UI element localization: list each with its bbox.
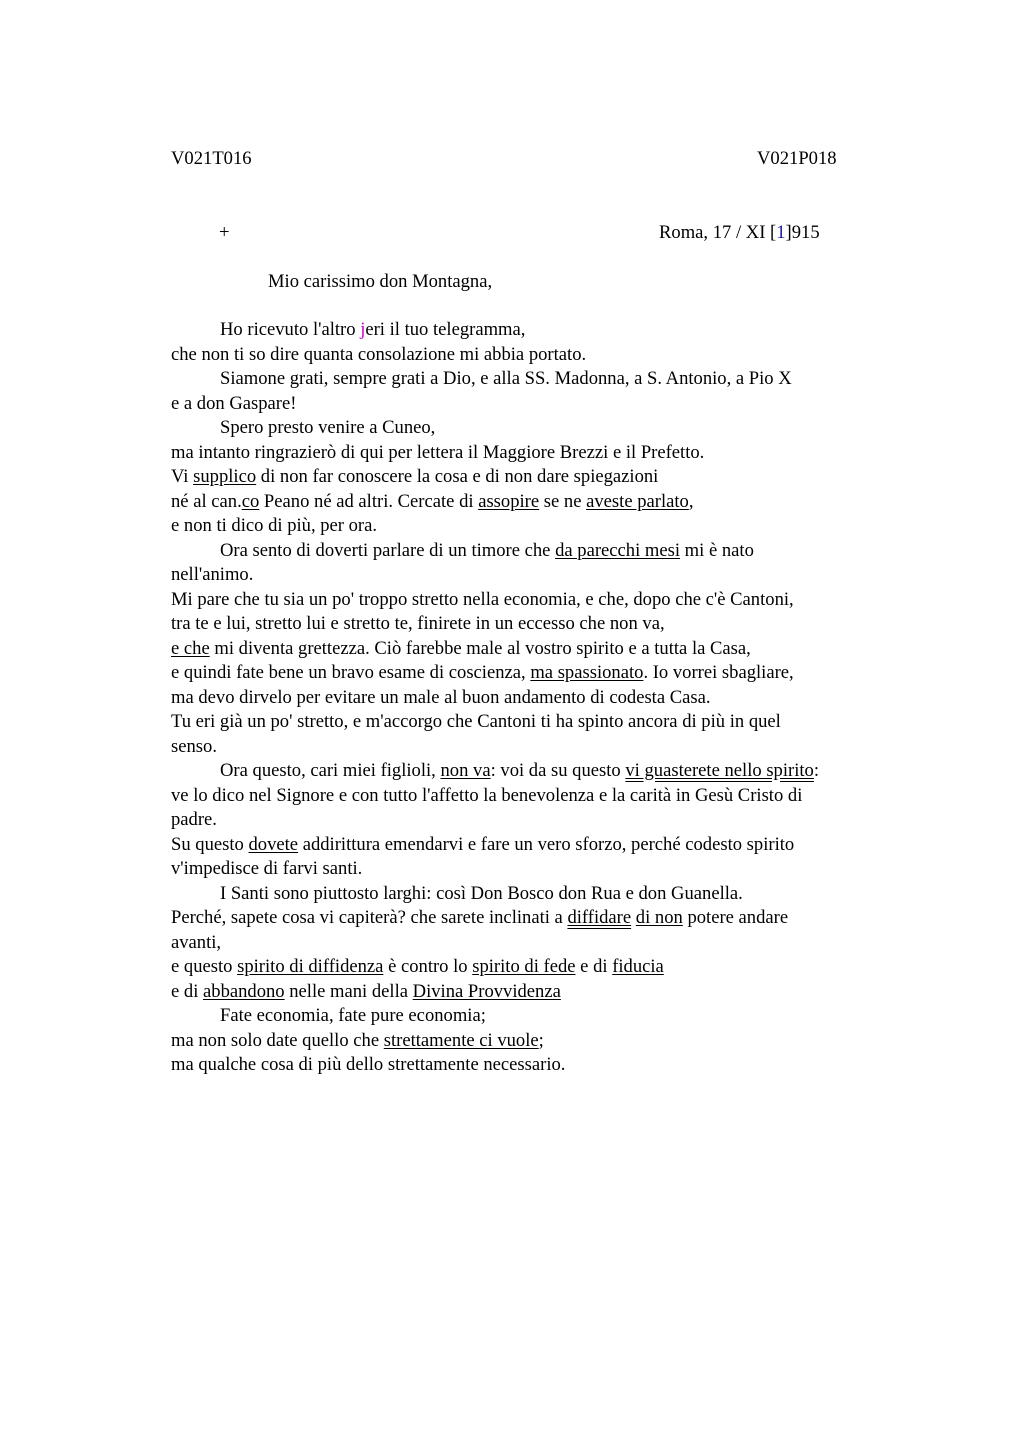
header-left-code: V021T016	[171, 148, 252, 169]
body-line: senso.	[171, 735, 217, 757]
body-line: I Santi sono piuttosto larghi: così Don Bosco don Rua e don Guanella.	[220, 882, 743, 904]
body-line: nell'animo.	[171, 564, 254, 585]
underlined-text: fiducia	[612, 956, 664, 977]
text-run: e di	[171, 980, 204, 1002]
text-run: . Io vorrei sbagliare,	[643, 662, 794, 683]
body-line: tra te e lui, stretto lui e stretto te, finirete in un eccesso che non va,	[171, 613, 665, 634]
text-run: di non far conoscere la cosa e di non dare spiegazioni	[256, 466, 659, 487]
body-line: Spero presto venire a Cuneo,	[220, 417, 436, 438]
body-line	[171, 833, 891, 858]
text-run: mi è nato	[680, 539, 754, 561]
date-prefix: Roma, 17 / XI [	[659, 222, 777, 243]
underlined-text: strettamente ci vuole	[383, 1029, 539, 1051]
date-suffix: ]915	[785, 222, 820, 243]
body-line: v'impedisce di farvi santi.	[171, 858, 363, 879]
body-line	[171, 980, 891, 1005]
header-right-code: V021P018	[757, 148, 837, 169]
body-line: che non ti so dire quanta consolazione mi abbia portato.	[171, 343, 587, 365]
underlined-text: da parecchi mesi	[555, 539, 681, 561]
underlined-text: assopire	[478, 490, 540, 512]
body-line: Siamone grati, sempre grati a Dio, e alla SS. Madonna, a S. Antonio, a Pio X	[220, 368, 792, 389]
emended-letter: j	[360, 319, 366, 340]
text-run: né al can.	[171, 490, 242, 512]
text-run: è contro lo	[383, 956, 473, 977]
underlined-text: aveste parlato	[586, 490, 689, 512]
body-line: avanti,	[171, 931, 222, 953]
body-line: ma devo dirvelo per evitare un male al buon andamento di codesta Casa.	[171, 686, 711, 708]
body-line	[171, 661, 891, 686]
date-emended-digit: 1	[776, 222, 786, 243]
body-line	[171, 539, 891, 564]
text-run: e quindi fate bene un bravo esame di coscienza,	[171, 662, 531, 683]
text-run: e questo	[171, 956, 238, 977]
text-run: addirittura emendarvi e fare un vero sforzo, perché codesto spirito	[298, 833, 795, 855]
body-line: ve lo dico nel Signore e con tutto l'affetto la benevolenza e la carità in Gesù Cristo di	[171, 784, 803, 806]
body-line: Tu eri già un po' stretto, e m'accorgo che Cantoni ti ha spinto ancora di più in quel	[171, 711, 781, 732]
body-line	[171, 759, 891, 784]
underlined-text: dovete	[248, 833, 299, 855]
body-line	[171, 490, 891, 515]
underlined-text: Divina Provvidenza	[412, 980, 561, 1002]
text-run: se ne	[539, 490, 587, 512]
body-line: e non ti dico di più, per ora.	[171, 515, 378, 536]
text-run: potere andare	[682, 907, 789, 928]
text-run: Peano né ad altri. Cercate di	[259, 490, 479, 512]
underlined-text: abbandono	[203, 980, 285, 1002]
double-underlined-text: diffidare	[567, 907, 632, 928]
text-run: nelle mani della	[284, 980, 413, 1002]
underlined-text: supplico	[193, 466, 257, 487]
body-line	[171, 465, 891, 490]
cross-mark: +	[219, 222, 230, 243]
underlined-text: spirito di diffidenza	[237, 956, 384, 977]
text-run: Perché, sapete cosa vi capiterà? che sarete inclinati a	[171, 907, 568, 928]
underlined-text: e che	[171, 637, 210, 659]
body-line	[171, 318, 891, 343]
text-run: Su questo	[171, 833, 249, 855]
body-line: e a don Gaspare!	[171, 392, 297, 414]
letter-date	[659, 224, 820, 243]
underlined-text: non va	[440, 760, 491, 781]
body-line: padre.	[171, 809, 217, 830]
double-underlined-text: vi guasterete nello spirito	[625, 760, 814, 781]
body-line: Fate economia, fate pure economia;	[220, 1005, 486, 1026]
text-run: :	[813, 760, 820, 781]
underlined-text: di non	[635, 907, 683, 928]
body-line	[171, 637, 891, 662]
text-run: Ora questo, cari miei figlioli,	[220, 760, 441, 781]
letter-body	[171, 318, 891, 1078]
text-run: ;	[538, 1029, 544, 1051]
underlined-text: spirito di fede	[472, 956, 576, 977]
body-line: Mi pare che tu sia un po' troppo stretto nella economia, e che, dopo che c'è Cantoni,	[171, 588, 794, 610]
body-line	[171, 1029, 891, 1054]
salutation: Mio carissimo don Montagna,	[268, 271, 493, 292]
text-run: e di	[575, 956, 613, 977]
body-line: ma intanto ringrazierò di qui per lettera il Maggiore Brezzi e il Prefetto.	[171, 441, 705, 463]
text-run: eri il tuo telegramma,	[365, 319, 526, 340]
underlined-text: ma spassionato	[530, 662, 644, 683]
text-run: Ora sento di doverti parlare di un timore che	[220, 539, 556, 561]
text-run: Ho ricevuto l'altro	[220, 319, 361, 340]
underlined-text: co	[241, 490, 260, 512]
body-line	[171, 906, 891, 931]
text-run: mi diventa grettezza. Ciò farebbe male al vostro spirito e a tutta la Casa,	[209, 637, 751, 659]
body-line: ma qualche cosa di più dello strettamente necessario.	[171, 1054, 566, 1075]
text-run: Vi	[171, 466, 194, 487]
text-run: : voi da su questo	[490, 760, 626, 781]
body-line	[171, 955, 891, 980]
text-run: ma non solo date quello che	[171, 1029, 384, 1051]
text-run: ,	[688, 490, 694, 512]
